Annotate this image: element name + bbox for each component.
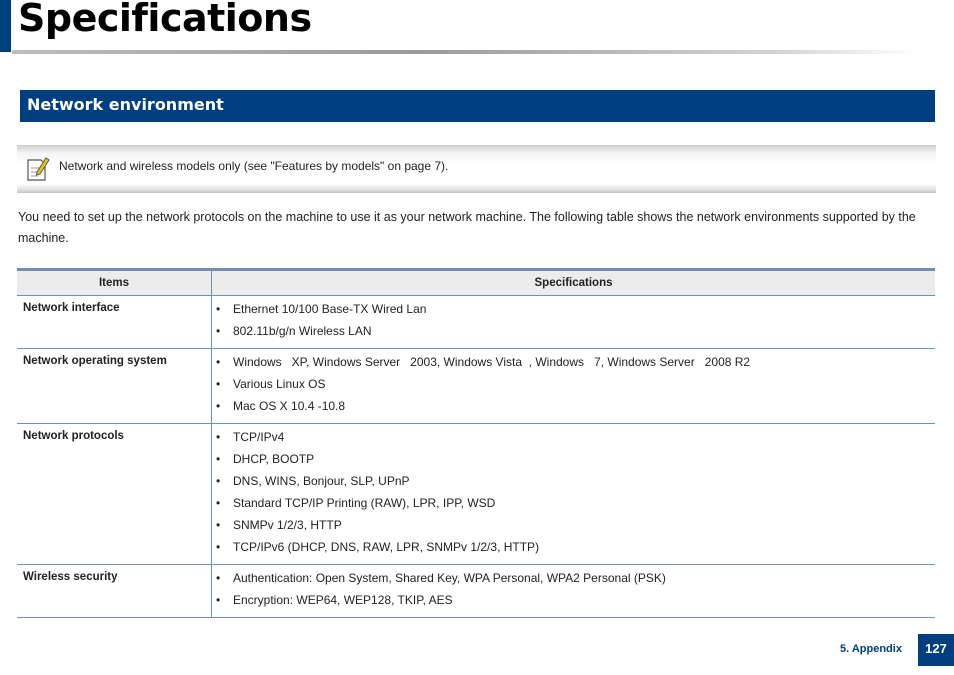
bullet-icon: • (216, 518, 221, 532)
intro-paragraph: You need to set up the network protocols on the machine to use it as your network machine. The following table shows the network environments supported by the machine. (18, 210, 916, 245)
footer-chapter-label: 5. Appendix (840, 643, 902, 655)
row-specs (212, 424, 936, 565)
bullet-icon: • (216, 430, 221, 444)
spec-list-item: • TCP/IPv4 (212, 426, 935, 448)
bullet-icon: • (216, 571, 221, 585)
section-title: Network environment (27, 95, 224, 114)
column-header-items: Items (17, 270, 212, 296)
spec-list-item: • Mac OS X 10.4 -10.8 (212, 395, 935, 417)
bullet-icon: • (216, 355, 221, 369)
table-row (17, 565, 935, 618)
bullet-icon: • (216, 452, 221, 466)
column-header-specifications: Specifications (212, 270, 936, 296)
bullet-icon: • (216, 593, 221, 607)
page-title: Specifications (18, 0, 312, 40)
bullet-icon: • (216, 302, 221, 316)
note-text: Network and wireless models only (see "Features by models" on page 7). (59, 159, 449, 173)
network-environment-table (17, 268, 935, 618)
bullet-icon: • (216, 399, 221, 413)
table-header-row (17, 270, 935, 296)
table-row (17, 349, 935, 424)
row-specs (212, 565, 936, 618)
spec-list-item: • TCP/IPv6 (DHCP, DNS, RAW, LPR, SNMPv 1/2/3, HTTP) (212, 536, 935, 558)
bullet-icon: • (216, 377, 221, 391)
spec-list-item: • Ethernet 10/100 Base-TX Wired Lan (212, 298, 935, 320)
note-pencil-icon (25, 155, 51, 183)
spec-list-item: • Windows XP, Windows Server 2003, Windows Vista , Windows 7, Windows Server 2008 R2 (212, 351, 935, 373)
table-row (17, 424, 935, 565)
bullet-icon: • (216, 324, 221, 338)
bullet-icon: • (216, 540, 221, 554)
section-header (20, 90, 935, 122)
spec-list-item: • DNS, WINS, Bonjour, SLP, UPnP (212, 470, 935, 492)
row-item-name: Network protocols (17, 424, 212, 565)
note-box (17, 145, 936, 193)
spec-list-item: • Encryption: WEP64, WEP128, TKIP, AES (212, 589, 935, 611)
spec-list-item: • Authentication: Open System, Shared Key, WPA Personal, WPA2 Personal (PSK) (212, 567, 935, 589)
row-specs (212, 296, 936, 349)
bullet-icon: • (216, 474, 221, 488)
header-accent-bar (0, 0, 11, 52)
spec-list-item: • 802.11b/g/n Wireless LAN (212, 320, 935, 342)
row-item-name: Wireless security (17, 565, 212, 618)
row-specs (212, 349, 936, 424)
spec-list-item: • DHCP, BOOTP (212, 448, 935, 470)
bullet-icon: • (216, 496, 221, 510)
table-row (17, 296, 935, 349)
spec-list-item: • Standard TCP/IP Printing (RAW), LPR, IPP, WSD (212, 492, 935, 514)
title-divider (12, 50, 917, 54)
page-number-badge: 127 (918, 634, 954, 666)
row-item-name: Network interface (17, 296, 212, 349)
row-item-name: Network operating system (17, 349, 212, 424)
spec-list-item: • Various Linux OS (212, 373, 935, 395)
spec-list-item: • SNMPv 1/2/3, HTTP (212, 514, 935, 536)
